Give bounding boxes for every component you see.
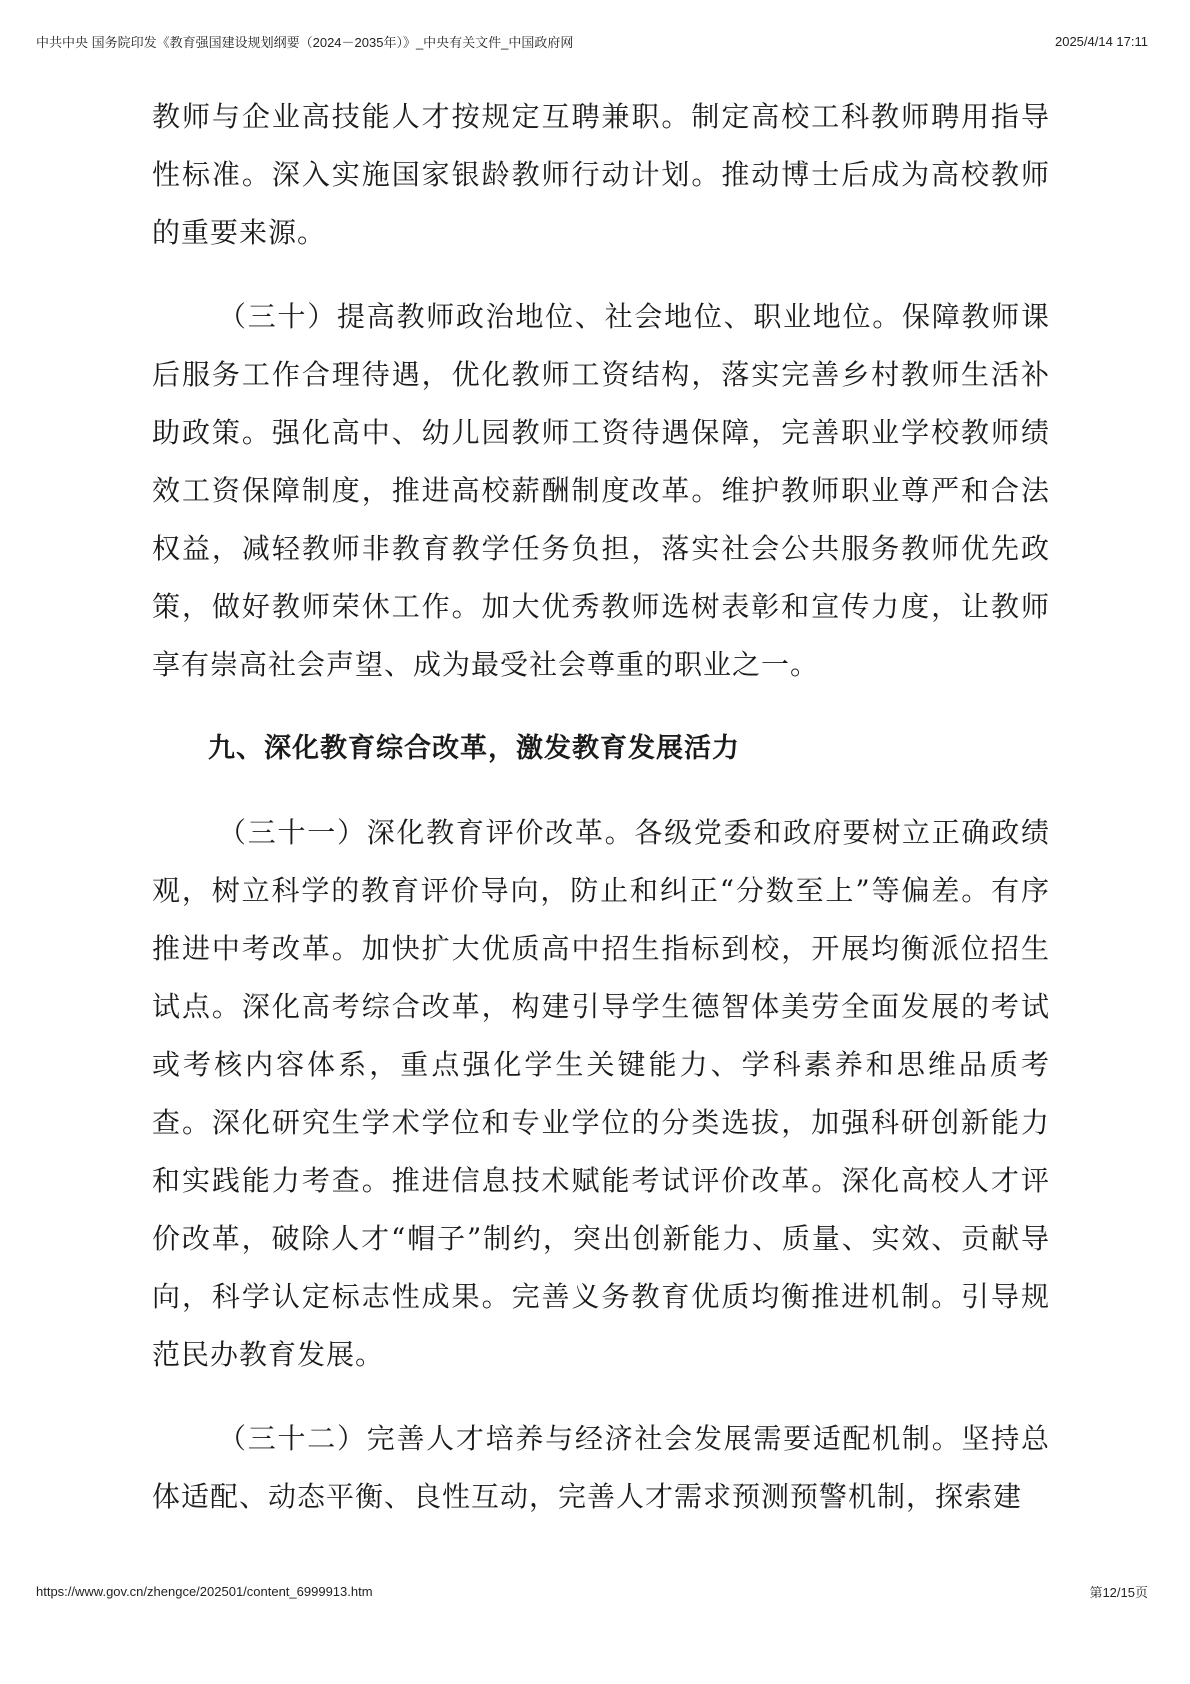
print-header [36, 32, 1148, 51]
page-title: 中共中央 国务院印发《教育强国建设规划纲要（2024－2035年）》_中央有关文件_中国政府网 [36, 35, 574, 50]
source-url: https://www.gov.cn/zhengce/202501/content_6999913.htm [36, 1584, 373, 1599]
paragraph-item-32: （三十二）完善人才培养与经济社会发展需要适配机制。坚持总体适配、动态平衡、良性互动，完善人才需求预测预警机制，探索建 [152, 1422, 1050, 1513]
paragraph-item-30: （三十）提高教师政治地位、社会地位、职业地位。保障教师课后服务工作合理待遇，优化教师工资结构，落实完善乡村教师生活补助政策。强化高中、幼儿园教师工资待遇保障，完善职业学校教师绩效工资保障制度，推进高校薪酬制度改革。维护教师职业尊严和合法权益，减轻教师非教育教学任务负担，落实社会公共服务教师优先政策，做好教师荣休工作。加大优秀教师选树表彰和宣传力度，让教师享有崇高社会声望、成为最受社会尊重的职业之一。 [152, 300, 1050, 681]
paragraph-item-31: （三十一）深化教育评价改革。各级党委和政府要树立正确政绩观，树立科学的教育评价导向，防止和纠正“分数至上”等偏差。有序推进中考改革。加快扩大优质高中招生指标到校，开展均衡派位招生试点。深化高考综合改革，构建引导学生德智体美劳全面发展的考试或考核内容体系，重点强化学生关键能力、学科素养和思维品质考查。深化研究生学术学位和专业学位的分类选拔，加强科研创新能力和实践能力考查。推进信息技术赋能考试评价改革。深化高校人才评价改革，破除人才“帽子”制约，突出创新能力、质量、实效、贡献导向，科学认定标志性成果。完善义务教育优质均衡推进机制。引导规范民办教育发展。 [152, 816, 1050, 1371]
article-body [152, 88, 1050, 1526]
page-indicator: 第12/15页 [1089, 1585, 1148, 1600]
paragraph-continuation: 教师与企业高技能人才按规定互聘兼职。制定高校工科教师聘用指导性标准。深入实施国家银龄教师行动计划。推动博士后成为高校教师的重要来源。 [152, 100, 1050, 249]
section-heading-9: 九、深化教育综合改革，激发教育发展活力 [208, 733, 740, 764]
print-footer [36, 1582, 1148, 1601]
print-timestamp: 2025/4/14 17:11 [1054, 34, 1148, 49]
